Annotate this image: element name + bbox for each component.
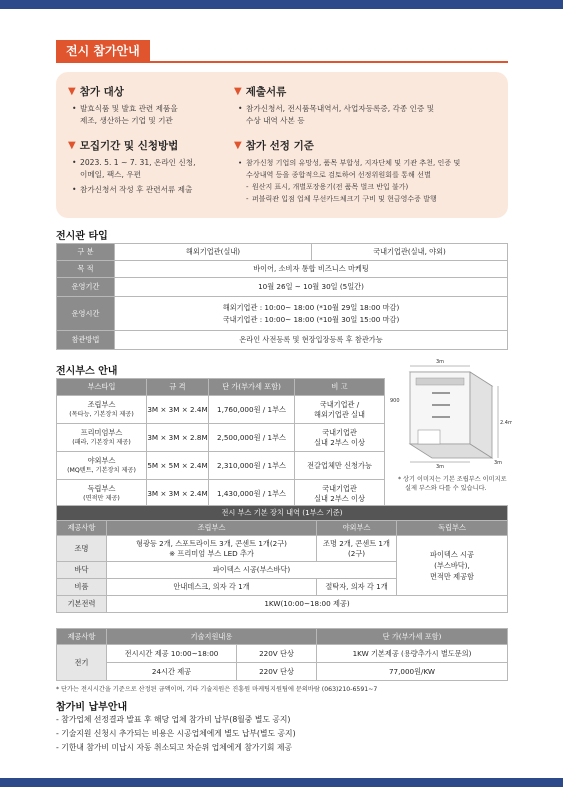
triangle-icon: ▼	[234, 140, 242, 151]
table-row	[57, 452, 385, 480]
table-row	[57, 424, 385, 452]
booth-title: 전시부스 안내	[56, 366, 118, 377]
independent-line: 면적만 제공함	[430, 572, 474, 581]
booth-type-label: 야외부스	[87, 455, 116, 465]
booth-type-sub: (면적만 제공)	[83, 494, 120, 502]
tech-label: 전기	[57, 645, 107, 681]
booth-note-line: 국내기업관 /	[319, 399, 360, 409]
equipment-header: 야외부스	[317, 521, 397, 536]
booth-note: 전갈업체만 신청가능	[295, 452, 385, 480]
booth-note-line: 실내 2부스 이상	[314, 437, 365, 447]
booth-price: 2,310,000원 / 1부스	[209, 452, 295, 480]
booth-header: 부스타입	[57, 379, 147, 396]
tech-footnote: * 단가는 전시시간을 기준으로 산정된 금액이며, 기타 기술지원은 진흥원 마케팅지원팀에 문의바람 (063)210-6591~7	[56, 686, 378, 693]
booth-image-note: 실제 부스와 다를 수 있습니다.	[405, 485, 487, 492]
triangle-icon: ▼	[68, 86, 76, 97]
hall-cell: 10월 26일 ~ 10월 30일 (5일간)	[115, 278, 508, 297]
hall-hours: 국내기업관 : 10:00~ 18:00 (*10월 30일 15:00 마감)	[222, 314, 400, 324]
participants-title: 참가 대상	[79, 86, 124, 98]
lighting-premium: ※ 프리미엄 부스 LED 추가	[169, 548, 254, 558]
booth-diagram	[388, 350, 512, 468]
section-divider	[56, 61, 508, 63]
equipment-cell: 절탁자, 의자 각 1개	[317, 579, 397, 596]
criteria-sub: - 퍼블릭관 입점 업체 무선카드체크기 구비 및 현금영수증 발행	[234, 193, 504, 205]
info-box	[56, 72, 508, 218]
participants-line: • 발효식품 및 발효 관련 제품을	[68, 103, 268, 115]
booth-header: 단 가(부가세 포함)	[209, 379, 295, 396]
hall-row-label: 운영시간	[57, 297, 115, 331]
booth-size: 5M × 5M × 2.4M	[147, 452, 209, 480]
documents-block	[234, 84, 504, 127]
independent-line: 파이덱스 시공	[430, 550, 474, 559]
tech-price: 77,000원/KW	[317, 663, 508, 681]
payment-title: 참가비 납부안내	[56, 702, 128, 713]
equipment-cell: 안내데스크, 의자 각 1개	[107, 579, 317, 596]
lighting-assembly: 형광등 2개, 스포트라이트 3개, 콘센트 1개(2구)	[136, 538, 287, 548]
hall-row-label: 목 적	[57, 261, 115, 278]
equipment-cell	[317, 536, 397, 562]
dim-fascia: 900	[390, 398, 400, 404]
booth-type-label: 조립부스	[87, 399, 116, 409]
independent-cell	[397, 536, 508, 596]
bottom-accent-bar	[0, 778, 563, 787]
equipment-label: 바닥	[57, 562, 107, 579]
booth-note-line: 국내기업관	[322, 483, 357, 493]
booth-type	[57, 424, 147, 452]
tech-header: 단 가(부가세 포함)	[317, 629, 508, 645]
tech-desc: 전시시간 제공 10:00~18:00	[107, 645, 237, 663]
hall-header: 구 분	[57, 244, 115, 261]
documents-title: 제출서류	[245, 86, 287, 98]
criteria-sub: - 원산지 표시, 개별포장용기(전 품목 벌크 반입 불가)	[234, 181, 504, 193]
lighting-outdoor: 조명 2개, 콘센트 1개	[323, 538, 390, 548]
booth-note	[295, 424, 385, 452]
triangle-icon: ▼	[234, 86, 242, 97]
booth-type-label: 독립부스	[87, 483, 116, 493]
booth-type-sub: (목타능, 기본장치 제공)	[69, 410, 134, 418]
booth-size: 3M × 3M × 2.8M	[147, 424, 209, 452]
equipment-header: 제공사항	[57, 521, 107, 536]
criteria-title: 참가 선정 기준	[245, 140, 314, 152]
dim-depth: 3m	[494, 460, 503, 466]
section-title: 전시 참가안내	[56, 40, 150, 62]
triangle-icon: ▼	[68, 140, 76, 151]
payment-item: - 참가업체 선정결과 발표 후 해당 업체 참가비 납부(8월중 별도 공지)	[56, 715, 291, 724]
equipment-cell: 1KW(10:00~18:00 제공)	[107, 596, 508, 613]
dim-height: 2.4m	[500, 420, 512, 426]
tech-volt: 220V 단상	[237, 663, 317, 681]
booth-note	[295, 480, 385, 508]
tech-volt: 220V 단상	[237, 645, 317, 663]
booth-illustration	[388, 350, 512, 468]
tech-price: 1KW 기본제공 (용량추가시 별도문의)	[317, 645, 508, 663]
hall-title: 전시관 타입	[56, 231, 108, 242]
criteria-line: • 참가신청 기업의 유망성, 품목 부합성, 지자단체 및 기관 추천, 인증 및	[234, 157, 504, 169]
equipment-cell: 파이덱스 시공(부스바닥)	[107, 562, 397, 579]
hall-header: 국내기업관(실내, 야외)	[312, 244, 508, 261]
table-row	[57, 480, 385, 508]
booth-note	[295, 396, 385, 424]
hall-row-label: 운영기간	[57, 278, 115, 297]
equipment-label: 비품	[57, 579, 107, 596]
booth-type-sub: (MQ텐트, 기본장치 제공)	[67, 466, 136, 474]
table-row	[57, 396, 385, 424]
hall-table	[56, 243, 508, 350]
booth-type-sub: (패라, 기본장치 제공)	[72, 438, 131, 446]
tech-table	[56, 628, 508, 681]
participants-line: 제조, 생산하는 기업 및 기관	[80, 116, 173, 125]
booth-size: 3M × 3M × 2.4M	[147, 480, 209, 508]
dim-width: 3m	[436, 464, 445, 468]
top-accent-bar	[0, 0, 563, 9]
booth-type	[57, 396, 147, 424]
equipment-title: 전시 부스 기본 장치 내역 (1부스 기준)	[57, 506, 508, 521]
criteria-block	[234, 138, 504, 205]
period-title: 모집기간 및 신청방법	[79, 140, 179, 152]
booth-type-label: 프리미엄부스	[80, 427, 123, 437]
equipment-table	[56, 505, 508, 613]
booth-image-note: * 상기 이미지는 기본 조립부스 이미지로	[398, 476, 507, 483]
booth-price: 1,430,000원 / 1부스	[209, 480, 295, 508]
booth-note-line: 국내기업관	[322, 427, 357, 437]
booth-size: 3M × 3M × 2.4M	[147, 396, 209, 424]
payment-item: - 기한내 참가비 미납시 자동 취소되고 차순위 업체에게 참가기회 제공	[56, 743, 293, 752]
payment-item: - 기술지원 신청시 추가되는 비용은 시공업체에게 별도 납부(별도 공지)	[56, 729, 296, 738]
booth-note-line: 실내 2부스 이상	[314, 493, 365, 503]
booth-table	[56, 378, 385, 508]
period-line: • 2023. 5. 1 ~ 7. 31, 온라인 신청,	[68, 157, 268, 169]
criteria-line: 수상내역 등을 종합적으로 검토하여 선정위원회를 통해 선별	[246, 170, 431, 179]
hall-row-label: 참관방법	[57, 331, 115, 350]
booth-price: 1,760,000원 / 1부스	[209, 396, 295, 424]
tech-header: 제공사항	[57, 629, 107, 645]
lighting-outdoor: (2구)	[347, 548, 366, 558]
hall-cell: 온라인 사전등록 및 현장입장등록 후 참관가능	[115, 331, 508, 350]
hall-header: 해외기업관(실내)	[115, 244, 312, 261]
equipment-label: 조명	[57, 536, 107, 562]
equipment-cell	[107, 536, 317, 562]
hall-cell	[115, 297, 508, 331]
period-line: • 참가신청서 작성 후 관련서류 제출	[68, 184, 268, 196]
equipment-label: 기본전력	[57, 596, 107, 613]
booth-type	[57, 480, 147, 508]
tech-desc: 24시간 제공	[107, 663, 237, 681]
dim-top: 3m	[436, 359, 445, 365]
independent-line: (부스바닥),	[434, 561, 470, 570]
booth-type	[57, 452, 147, 480]
booth-header: 규 격	[147, 379, 209, 396]
period-line: 이메일, 팩스, 우편	[80, 170, 142, 179]
hall-hours: 해외기업관 : 10:00~ 18:00 (*10월 29일 18:00 마감)	[222, 302, 400, 312]
booth-price: 2,500,000원 / 1부스	[209, 424, 295, 452]
equipment-header: 독립부스	[397, 521, 508, 536]
documents-line: 수상 내역 사본 등	[246, 116, 305, 125]
booth-note-line: 해외기업관 실내	[314, 409, 365, 419]
equipment-header: 조립부스	[107, 521, 317, 536]
hall-cell: 바이어, 소비자 통합 비즈니스 마케팅	[115, 261, 508, 278]
booth-header: 비 고	[295, 379, 385, 396]
tech-header: 기술지원내용	[107, 629, 317, 645]
documents-line: • 참가신청서, 전시품목내역서, 사업자등록증, 각종 인증 및	[234, 103, 504, 115]
